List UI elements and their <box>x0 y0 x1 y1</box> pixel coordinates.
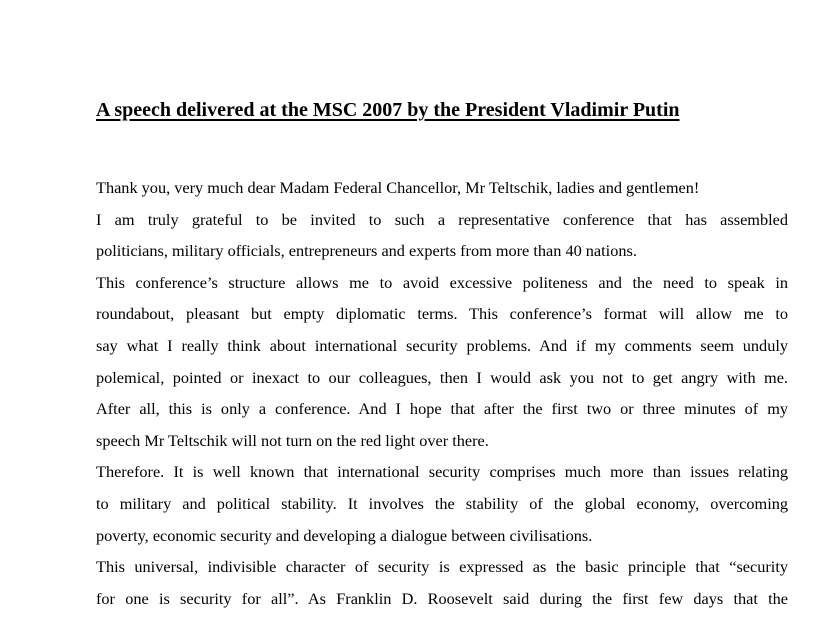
text-line: This universal, indivisible character of security is expressed as the basic principle that “security <box>96 557 788 577</box>
text-line: This conference’s structure allows me to avoid excessive politeness and the need to speak in <box>96 272 788 292</box>
text-line: poverty, economic security and developing a dialogue between civilisations. <box>96 525 593 545</box>
paragraph <box>96 272 788 462</box>
text-line: I am truly grateful to be invited to such a representative conference that has assembled <box>96 209 788 229</box>
paragraph <box>96 177 788 209</box>
text-line: polemical, pointed or inexact to our colleagues, then I would ask you not to get angry with me. <box>96 367 788 387</box>
text-line: Therefore. It is well known that international security comprises much more than issues relating <box>96 462 788 482</box>
paragraph <box>96 461 788 556</box>
text-line: say what I really think about international security problems. And if my comments seem unduly <box>96 335 788 355</box>
text-line: After all, this is only a conference. And I hope that after the first two or three minutes of my <box>96 399 788 419</box>
text-line: Thank you, very much dear Madam Federal Chancellor, Mr Teltschik, ladies and gentlemen! <box>96 178 700 197</box>
document-body <box>96 177 788 619</box>
paragraph <box>96 209 788 272</box>
text-line: for one is security for all”. As Franklin D. Roosevelt said during the first few days that the <box>96 588 788 608</box>
text-line: to military and political stability. It involves the stability of the global economy, overcoming <box>96 493 788 513</box>
text-line: speech Mr Teltschik will not turn on the red light over there. <box>96 430 489 450</box>
text-line: politicians, military officials, entrepreneurs and experts from more than 40 nations. <box>96 241 637 261</box>
paragraph <box>96 556 788 619</box>
document-title: A speech delivered at the MSC 2007 by the President Vladimir Putin <box>96 99 680 121</box>
text-line: roundabout, pleasant but empty diplomatic terms. This conference’s format will allow me to <box>96 304 788 324</box>
